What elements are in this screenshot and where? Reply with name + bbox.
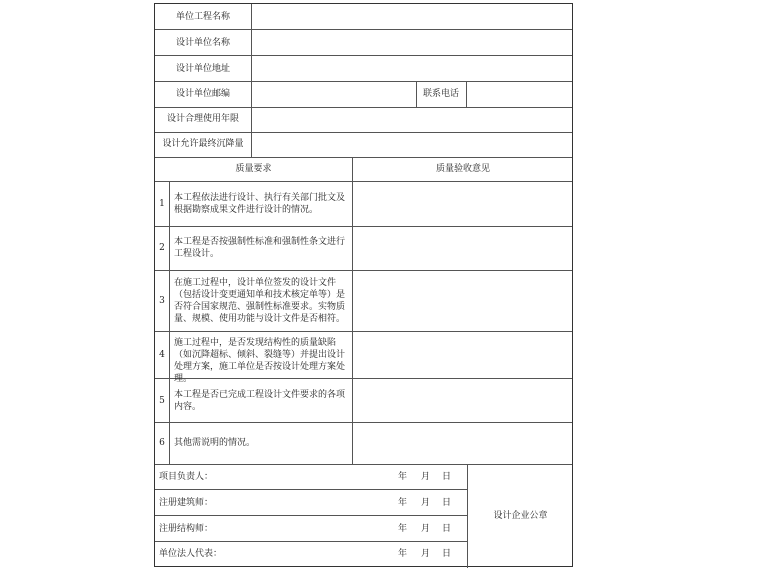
signature-structural-engineer-year: 年 [398, 524, 408, 534]
header-acceptance-opinion: 质量验收意见 [435, 164, 490, 174]
item-3-number: 3 [159, 296, 165, 306]
item-5-number: 5 [159, 396, 165, 406]
signature-architect-day: 日 [442, 498, 452, 508]
signature-architect: 注册建筑师： [159, 498, 214, 508]
item-6-number: 6 [159, 438, 165, 448]
info-label-design-unit-name: 设计单位名称 [175, 38, 230, 48]
info-label-phone: 联系电话 [422, 89, 459, 99]
signature-project-leader: 项目负责人： [159, 472, 214, 482]
info-label-postcode: 设计单位邮编 [175, 89, 230, 99]
signature-structural-engineer-day: 日 [442, 524, 452, 534]
signature-structural-engineer-month: 月 [421, 524, 431, 534]
item-6-text: 其他需说明的情况。 [174, 438, 256, 448]
item-1-number: 1 [159, 199, 165, 209]
item-3-text: 在施工过程中，设计单位签发的设计文件（包括设计变更通知单和技术核定单等）是否符合国家规范、强制性标准要求。实物质量、规模、使用功能与设计文件是否相符。 [174, 278, 346, 324]
company-seal-label: 设计企业公章 [493, 511, 548, 521]
signature-architect-year: 年 [398, 498, 408, 508]
item-2-number: 2 [159, 243, 165, 253]
header-quality-requirement: 质量要求 [235, 164, 272, 174]
signature-legal-representative: 单位法人代表： [159, 549, 223, 559]
signature-legal-representative-day: 日 [442, 549, 452, 559]
info-label-settlement: 设计允许最终沉降量 [162, 139, 244, 149]
item-1-text: 本工程依法进行设计、执行有关部门批文及根据勘察成果文件进行设计的情况。 [174, 193, 346, 215]
design-acceptance-form [154, 3, 573, 567]
item-4-number: 4 [159, 350, 165, 360]
item-4-text: 施工过程中，是否发现结构性的质量缺陷（如沉降超标、倾斜、裂缝等）并提出设计处理方案，施工单位是否按设计处理方案处理。 [174, 338, 346, 384]
signature-legal-representative-month: 月 [421, 549, 431, 559]
signature-project-leader-month: 月 [421, 472, 431, 482]
info-label-design-unit-address: 设计单位地址 [175, 64, 230, 74]
signature-structural-engineer: 注册结构师： [159, 524, 214, 534]
info-label-design-life: 设计合理使用年限 [166, 114, 239, 124]
signature-project-leader-day: 日 [442, 472, 452, 482]
info-label-project-name: 单位工程名称 [175, 12, 230, 22]
signature-project-leader-year: 年 [398, 472, 408, 482]
signature-legal-representative-year: 年 [398, 549, 408, 559]
item-2-text: 本工程是否按强制性标准和强制性条文进行工程设计。 [174, 237, 346, 259]
item-5-text: 本工程是否已完成工程设计文件要求的各项内容。 [174, 390, 346, 412]
signature-architect-month: 月 [421, 498, 431, 508]
